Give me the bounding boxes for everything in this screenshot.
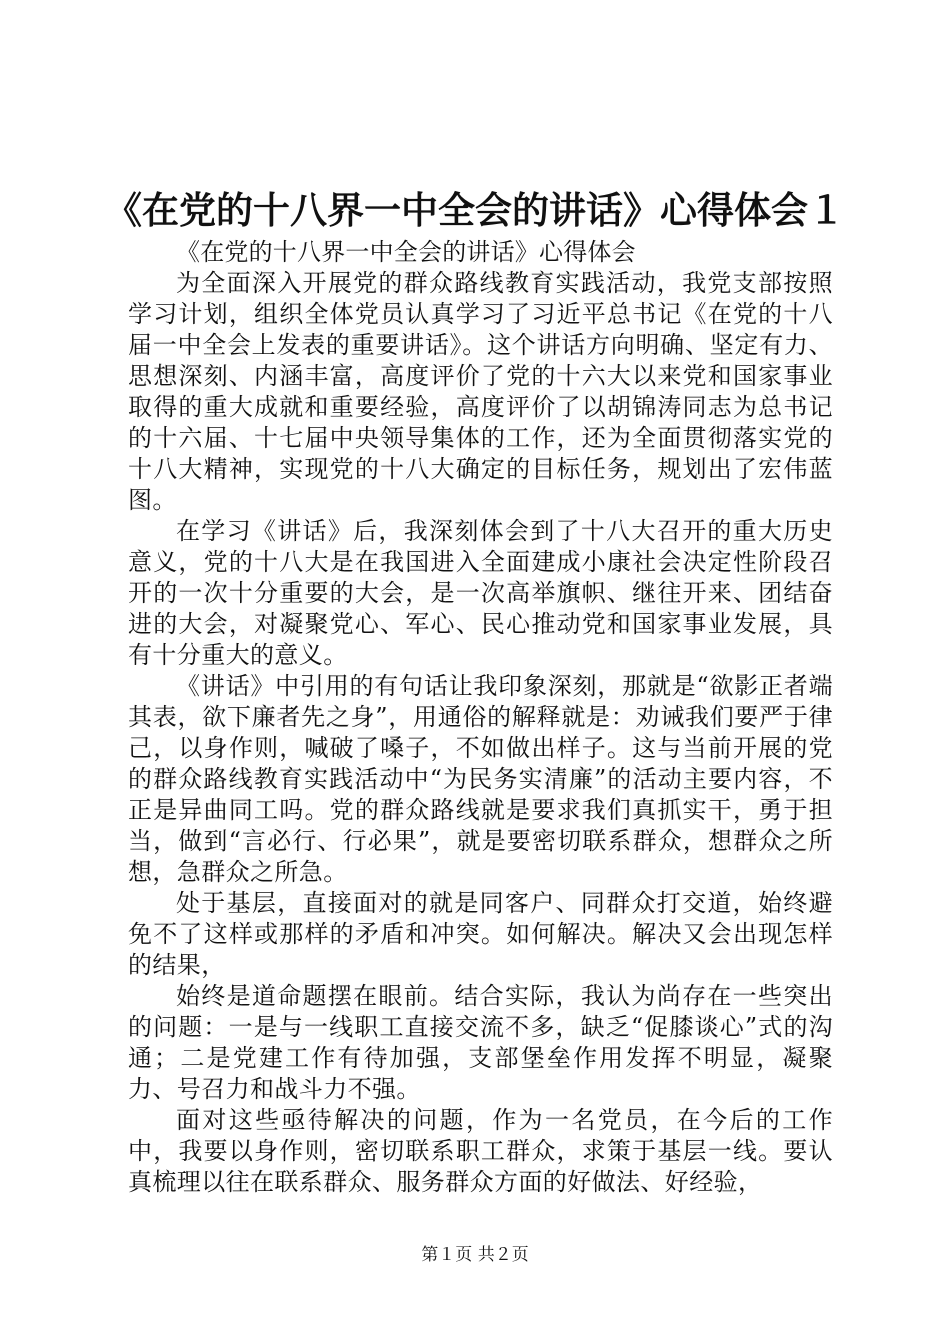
page-footer: 第１页 共２页 (421, 1245, 529, 1265)
paragraph: 面对这些亟待解决的问题，作为一名党员，在今后的工作中，我要以身作则，密切联系职工群众，求策于基层一线。要认真梳理以往在联系群众、服务群众方面的好做法、好经验， (128, 1106, 833, 1196)
paragraph: 处于基层，直接面对的就是同客户、同群众打交道，始终避免不了这样或那样的矛盾和冲突。如何解决。解决又会出现怎样的结果， (128, 889, 833, 979)
paragraph: 为全面深入开展党的群众路线教育实践活动，我党支部按照学习计划，组织全体党员认真学习了习近平总书记《在党的十八届一中全会上发表的重要讲话》。这个讲话方向明确、坚定有力、思想深刻、内涵丰富，高度评价了党的十六大以来党和国家事业取得的重大成就和重要经验，高度评价了以胡锦涛同志为总书记的十六届、十七届中央领导集体的工作，还为全面贯彻落实党的十八大精神，实现党的十八大确定的目标任务，规划出了宏伟蓝图。 (128, 269, 833, 514)
paragraph: 《讲话》中引用的有句话让我印象深刻，那就是“欲影正者端其表，欲下廉者先之身”，用通俗的解释就是：劝诫我们要严于律己，以身作则，喊破了嗓子，不如做出样子。这与当前开展的党的群众路线教育实践活动中“为民务实清廉”的活动主要内容，不正是异曲同工吗。党的群众路线就是要求我们真抓实干，勇于担当，做到“言必行、行必果”，就是要密切联系群众，想群众之所想，急群众之所急。 (128, 672, 833, 886)
paragraph-subtitle: 《在党的十八界一中全会的讲话》心得体会 (176, 238, 636, 266)
paragraph: 始终是道命题摆在眼前。结合实际，我认为尚存在一些突出的问题：一是与一线职工直接交流不多，缺乏“促膝谈心”式的沟通；二是党建工作有待加强，支部堡垒作用发挥不明显，凝聚力、号召力和战斗力不强。 (128, 982, 833, 1103)
document-body (128, 237, 833, 1198)
document-title: 《在党的十八界一中全会的讲话》心得体会１ (105, 188, 845, 232)
paragraph: 在学习《讲话》后，我深刻体会到了十八大召开的重大历史意义，党的十八大是在我国进入全面建成小康社会决定性阶段召开的一次十分重要的大会，是一次高举旗帜、继往开来、团结奋进的大会，对凝聚党心、军心、民心推动党和国家事业发展，具有十分重大的意义。 (128, 517, 833, 669)
